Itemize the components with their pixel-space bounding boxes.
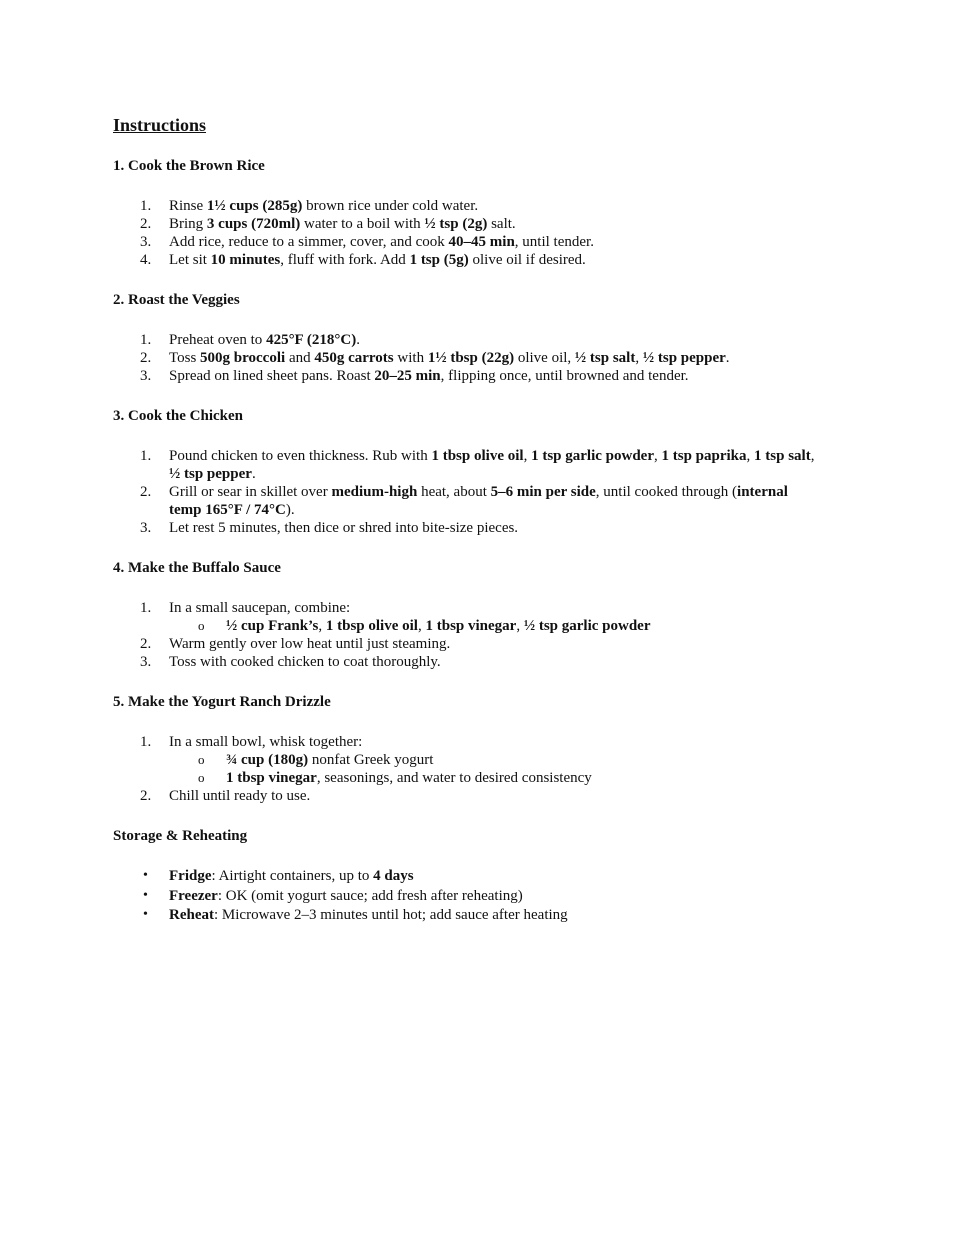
bullet-icon: • xyxy=(143,868,148,883)
step-number: 3. xyxy=(140,234,152,250)
sub-item xyxy=(113,769,873,787)
step-text: Grill or sear in skillet over medium-high heat, about 5–6 min per side, until cooked through (internal temp 165°F / 74°C). xyxy=(169,484,788,518)
step-item xyxy=(113,635,873,653)
step-item xyxy=(113,483,873,519)
storage-item-text: Reheat: Microwave 2–3 minutes until hot; add sauce after heating xyxy=(169,907,568,923)
step-number: 2. xyxy=(140,484,152,500)
step-item xyxy=(113,233,873,251)
section-heading: 1. Cook the Brown Rice xyxy=(113,158,265,174)
step-text: In a small bowl, whisk together: xyxy=(169,734,363,750)
bullet-icon: • xyxy=(143,887,148,903)
step-item xyxy=(113,251,873,269)
step-number: 1. xyxy=(140,332,152,348)
sub-item-text: ¾ cup (180g) nonfat Greek yogurt xyxy=(226,752,434,768)
circle-bullet-icon: o xyxy=(198,770,205,785)
step-number: 4. xyxy=(140,252,152,268)
step-number: 3. xyxy=(140,520,152,536)
sub-item-text: 1 tbsp vinegar, seasonings, and water to desired consistency xyxy=(226,770,592,786)
storage-item xyxy=(113,887,873,907)
storage-item-text: Freezer: OK (omit yogurt sauce; add fresh after reheating) xyxy=(169,887,523,904)
storage-item xyxy=(113,867,873,887)
step-text: Pound chicken to even thickness. Rub with 1 tbsp olive oil, 1 tsp garlic powder, 1 tsp paprika, 1 tsp salt, ½ tsp pepper. xyxy=(169,448,815,482)
step-item xyxy=(113,215,873,233)
storage-item-text: Fridge: Airtight containers, up to 4 days xyxy=(169,868,414,884)
section-heading: 3. Cook the Chicken xyxy=(113,408,244,424)
step-number: 1. xyxy=(140,600,152,616)
section-heading: 4. Make the Buffalo Sauce xyxy=(113,560,281,576)
step-text: Preheat oven to 425°F (218°C). xyxy=(169,332,360,348)
step-number: 2. xyxy=(140,350,152,366)
sub-item xyxy=(113,751,873,769)
step-item xyxy=(113,787,873,805)
step-list xyxy=(113,197,873,269)
step-item xyxy=(113,349,873,367)
step-item xyxy=(113,653,873,671)
step-text: Add rice, reduce to a simmer, cover, and cook 40–45 min, until tender. xyxy=(169,234,594,250)
circle-bullet-icon: o xyxy=(198,618,205,633)
step-number: 1. xyxy=(140,734,152,750)
step-number: 2. xyxy=(140,636,152,652)
bullet-icon: • xyxy=(143,907,148,922)
step-number: 2. xyxy=(140,216,152,232)
step-number: 3. xyxy=(140,368,152,384)
step-list xyxy=(113,599,873,671)
step-text: Spread on lined sheet pans. Roast 20–25 min, flipping once, until browned and tender. xyxy=(169,368,689,384)
step-item xyxy=(113,447,873,483)
step-number: 1. xyxy=(140,448,152,464)
sub-item xyxy=(113,617,873,635)
step-text: Warm gently over low heat until just steaming. xyxy=(169,636,451,652)
step-number: 1. xyxy=(140,198,152,214)
step-text: Chill until ready to use. xyxy=(169,788,311,804)
storage-item xyxy=(113,906,873,926)
page-title: Instructions xyxy=(113,115,207,135)
step-item xyxy=(113,599,873,635)
step-number: 3. xyxy=(140,654,152,670)
step-text: Toss with cooked chicken to coat thoroughly. xyxy=(169,654,441,670)
step-list xyxy=(113,733,873,805)
step-list xyxy=(113,447,873,537)
step-text: Rinse 1½ cups (285g) brown rice under cold water. xyxy=(169,198,479,214)
step-text: Toss 500g broccoli and 450g carrots with 1½ tbsp (22g) olive oil, ½ tsp salt, ½ tsp pepper. xyxy=(169,350,730,366)
storage-list xyxy=(113,867,873,926)
sub-list xyxy=(169,617,873,635)
step-text: Bring 3 cups (720ml) water to a boil with ½ tsp (2g) salt. xyxy=(169,216,516,232)
sub-list xyxy=(169,751,873,787)
sub-item-text: ½ cup Frank’s, 1 tbsp olive oil, 1 tbsp vinegar, ½ tsp garlic powder xyxy=(226,618,651,634)
step-item xyxy=(113,733,873,787)
section-heading: 2. Roast the Veggies xyxy=(113,292,240,308)
step-list xyxy=(113,331,873,385)
section-heading: 5. Make the Yogurt Ranch Drizzle xyxy=(113,694,331,710)
step-item xyxy=(113,331,873,349)
step-text: Let rest 5 minutes, then dice or shred into bite-size pieces. xyxy=(169,520,519,536)
step-item xyxy=(113,519,873,537)
step-text: In a small saucepan, combine: xyxy=(169,600,351,616)
step-item xyxy=(113,197,873,215)
step-text: Let sit 10 minutes, fluff with fork. Add 1 tsp (5g) olive oil if desired. xyxy=(169,252,586,268)
step-item xyxy=(113,367,873,385)
circle-bullet-icon: o xyxy=(198,752,205,767)
step-number: 2. xyxy=(140,788,152,804)
storage-heading: Storage & Reheating xyxy=(113,828,248,844)
